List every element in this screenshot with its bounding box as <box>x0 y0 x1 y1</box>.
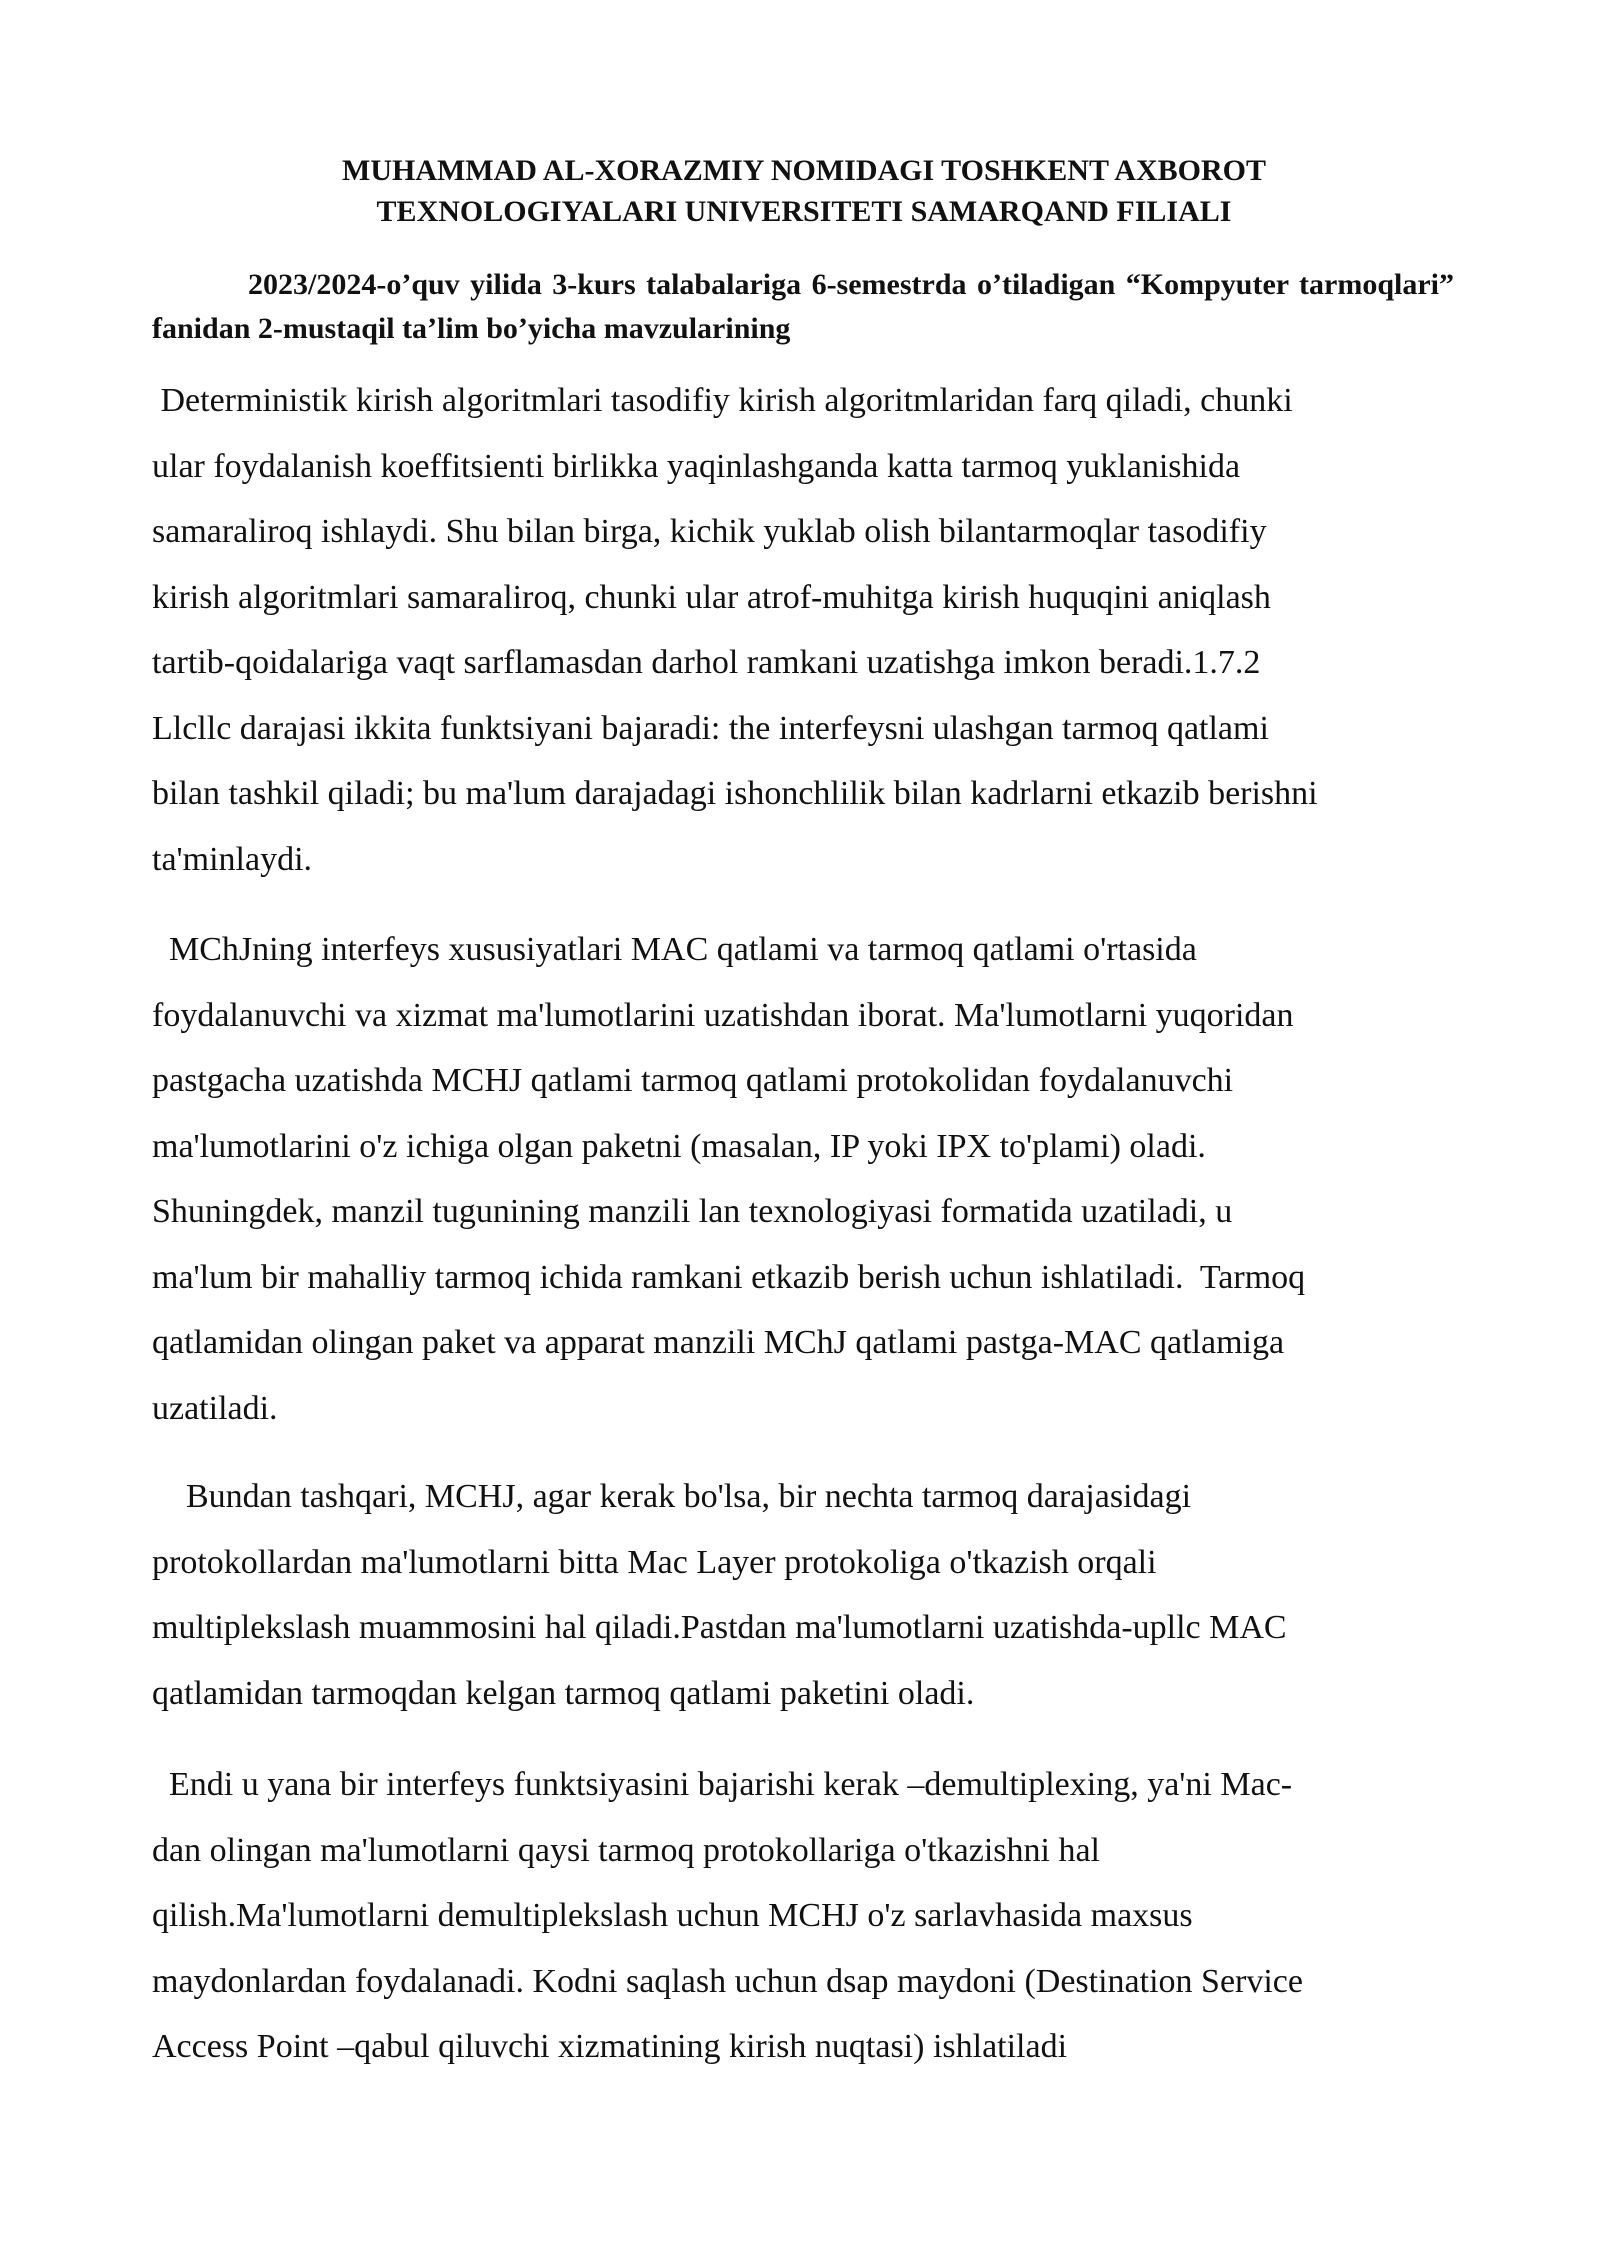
document-subtitle: 2023/2024-o’quv yilida 3-kurs talabalariga 6-semestrda o’tiladigan “Kompyuter tarmoqlari” fanidan 2-mustaqil ta’lim bo’yicha mavzularining <box>152 268 1454 345</box>
paragraph <box>152 1752 1462 2080</box>
paragraph-line: kirish algoritmlari samaraliroq, chunki ular atrof-muhitga kirish huquqini aniqlash <box>152 578 1271 616</box>
paragraph <box>152 917 1462 1441</box>
paragraph-line: pastgacha uzatishda MCHJ qatlami tarmoq qatlami protokolidan foydalanuvchi <box>152 1062 1234 1099</box>
paragraph-line: maydonlardan foydalanadi. Kodni saqlash uchun dsap maydoni (Destination Service <box>152 1962 1303 2000</box>
paragraph-line: ma'lum bir mahalliy tarmoq ichida ramkani etkazib berish uchun ishlatiladi. Tarmoq <box>152 1258 1306 1296</box>
paragraph-line: protokollardan ma'lumotlarni bitta Mac Layer protokoliga o'tkazish orqali <box>152 1543 1157 1581</box>
paragraph-line: foydalanuvchi va xizmat ma'lumotlarini uzatishdan iborat. Ma'lumotlarni yuqoridan <box>152 996 1294 1034</box>
paragraph <box>152 368 1462 892</box>
paragraph-line: multiplekslash muammosini hal qiladi.Pastdan ma'lumotlarni uzatishda-upllc MAC <box>152 1609 1287 1646</box>
paragraph-line: qatlamidan olingan paket va apparat manzili MChJ qatlami pastga-MAC qatlamiga <box>152 1324 1285 1361</box>
paragraph-line: qatlamidan tarmoqdan kelgan tarmoq qatlami paketini oladi. <box>152 1674 975 1712</box>
title-line: TEXNOLOGIYALARI UNIVERSITETI SAMARQAND FILIALI <box>376 195 1232 228</box>
paragraph-line: uzatiladi. <box>152 1389 278 1427</box>
paragraph-line: Access Point –qabul qiluvchi xizmatining kirish nuqtasi) ishlatiladi <box>152 2028 1068 2065</box>
paragraph-line: qilish.Ma'lumotlarni demultiplekslash uchun MCHJ o'z sarlavhasida maxsus <box>152 1897 1193 1934</box>
paragraph-line: dan olingan ma'lumotlarni qaysi tarmoq protokollariga o'tkazishni hal <box>152 1831 1100 1869</box>
paragraph-line: Llcllc darajasi ikkita funktsiyani bajaradi: the interfeysni ulashgan tarmoq qatlami <box>152 709 1269 747</box>
paragraph-line: MChJning interfeys xususiyatlari MAC qatlami va tarmoq qatlami o'rtasida <box>152 931 1197 968</box>
paragraph-line: ma'lumotlarini o'z ichiga olgan paketni (masalan, IP yoki IPX to'plami) oladi. <box>152 1127 1206 1165</box>
paragraph-line: Deterministik kirish algoritmlari tasodifiy kirish algoritmlaridan farq qiladi, chunki <box>152 382 1293 419</box>
paragraph-line: Bundan tashqari, MCHJ, agar kerak bo'lsa, bir nechta tarmoq darajasidagi <box>152 1478 1192 1515</box>
document-title <box>152 150 1456 232</box>
paragraph <box>152 1464 1462 1726</box>
paragraph-line: ular foydalanish koeffitsienti birlikka yaqinlashganda katta tarmoq yuklanishida <box>152 447 1241 485</box>
paragraph-line: Shuningdek, manzil tugunining manzili lan texnologiyasi formatida uzatiladi, u <box>152 1193 1233 1230</box>
paragraph-line: samaraliroq ishlaydi. Shu bilan birga, kichik yuklab olish bilantarmoqlar tasodifiy <box>152 513 1267 550</box>
title-line: MUHAMMAD AL-XORAZMIY NOMIDAGI TOSHKENT AXBOROT <box>342 154 1266 187</box>
paragraph-line: bilan tashkil qiladi; bu ma'lum darajadagi ishonchlilik bilan kadrlarni etkazib berishni <box>152 775 1318 812</box>
paragraph-line: ta'minlaydi. <box>152 840 313 878</box>
paragraph-line: tartib-qoidalariga vaqt sarflamasdan darhol ramkani uzatishga imkon beradi.1.7.2 <box>152 644 1261 681</box>
paragraph-line: Endi u yana bir interfeys funktsiyasini bajarishi kerak –demultiplexing, ya'ni Mac- <box>152 1766 1293 1803</box>
